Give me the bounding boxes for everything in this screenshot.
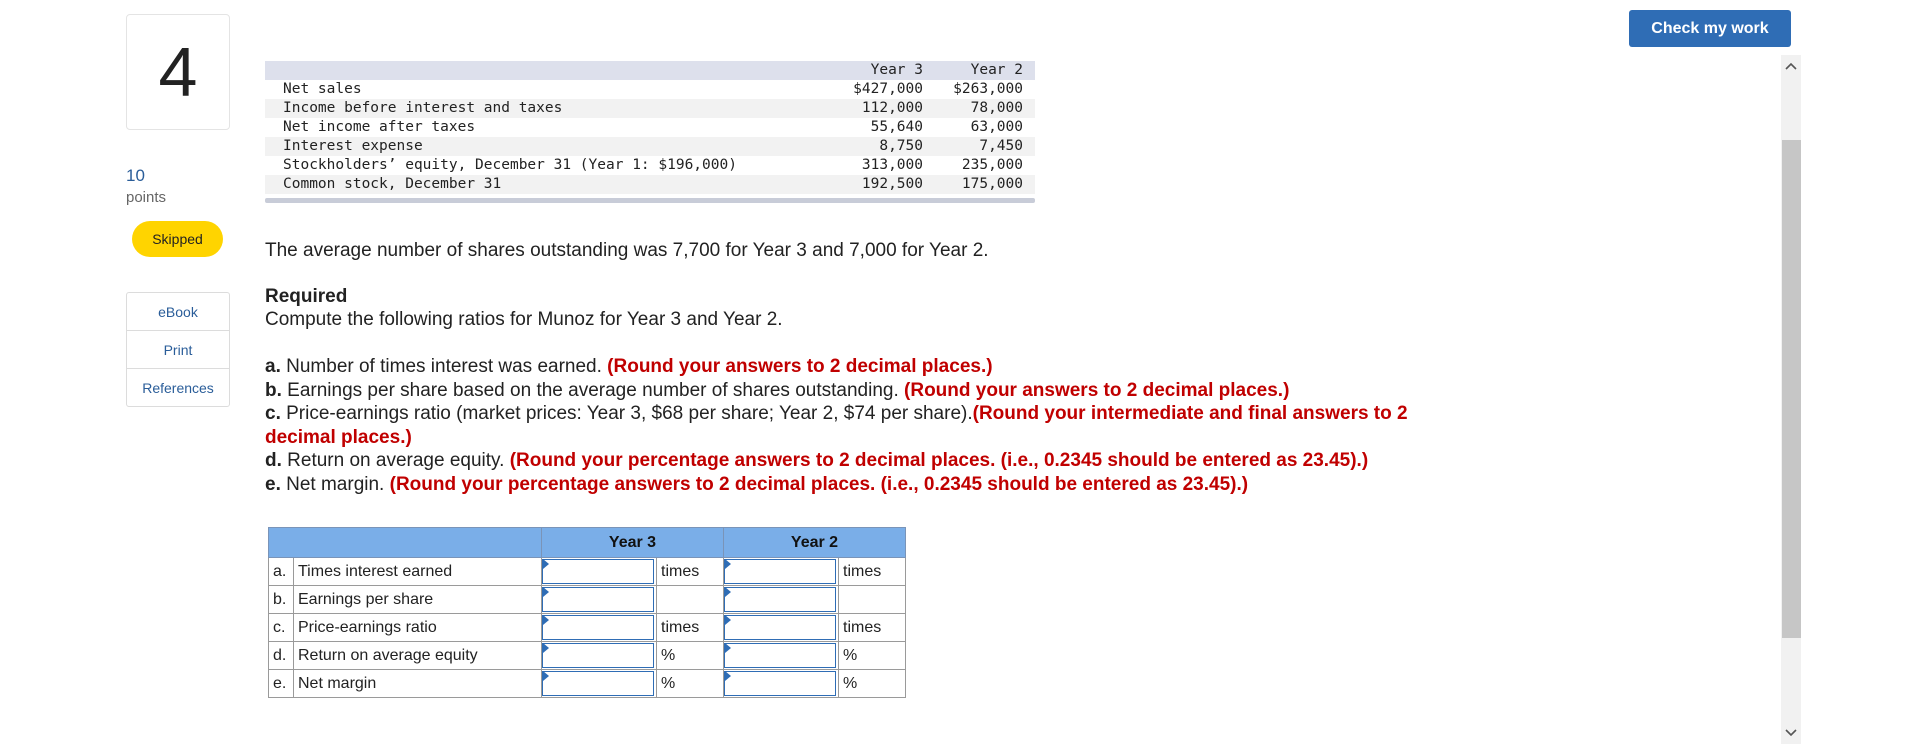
eps-year2-input[interactable] xyxy=(724,587,836,612)
check-my-work-button[interactable]: Check my work xyxy=(1629,10,1791,47)
fin-row-year2: 63,000 xyxy=(935,118,1035,137)
times-interest-year3-input[interactable] xyxy=(542,559,654,584)
fin-row-label: Stockholders’ equity, December 31 (Year 1: $196,000) xyxy=(265,156,835,175)
requirement-item-c xyxy=(265,402,1455,449)
unit-label: % xyxy=(657,642,724,670)
requirement-item-b xyxy=(265,379,1455,403)
rounding-note: (Round your answers to 2 decimal places.) xyxy=(904,379,1290,401)
table-row xyxy=(265,137,1035,156)
roe-year2-input[interactable] xyxy=(724,643,836,668)
resource-links xyxy=(126,292,230,407)
unit-label: times xyxy=(839,614,906,642)
fin-header-year3: Year 3 xyxy=(835,61,935,80)
input-flag-icon xyxy=(543,615,549,625)
unit-label xyxy=(839,586,906,614)
input-flag-icon xyxy=(725,643,731,653)
times-interest-year2-input[interactable] xyxy=(724,559,836,584)
table-row xyxy=(265,175,1035,194)
fin-row-label: Net income after taxes xyxy=(265,118,835,137)
requirement-item-a xyxy=(265,355,1455,379)
row-letter: e. xyxy=(269,670,294,698)
item-text: Return on average equity. xyxy=(281,450,510,471)
points-label: points xyxy=(126,189,167,206)
item-letter: c. xyxy=(265,403,281,424)
table-row xyxy=(265,118,1035,137)
required-heading: Required xyxy=(265,286,348,307)
row-letter: c. xyxy=(269,614,294,642)
ebook-link[interactable]: eBook xyxy=(127,293,229,331)
pe-ratio-year2-input[interactable] xyxy=(724,615,836,640)
shares-outstanding-text: The average number of shares outstanding was 7,700 for Year 3 and 7,000 for Year 2. xyxy=(265,240,989,261)
fin-row-year2: 7,450 xyxy=(935,137,1035,156)
input-flag-icon xyxy=(725,587,731,597)
fin-row-year2: $263,000 xyxy=(935,80,1035,99)
fin-row-label: Income before interest and taxes xyxy=(265,99,835,118)
unit-label: % xyxy=(657,670,724,698)
table-divider xyxy=(265,198,1035,203)
required-instructions: Compute the following ratios for Munoz for Year 3 and Year 2. xyxy=(265,309,783,330)
unit-label: % xyxy=(839,670,906,698)
table-row xyxy=(265,156,1035,175)
answer-table xyxy=(268,527,906,698)
item-text: Price-earnings ratio (market prices: Year 3, $68 per share; Year 2, $74 per share). xyxy=(280,403,973,424)
table-row xyxy=(269,586,906,614)
pe-ratio-year3-input[interactable] xyxy=(542,615,654,640)
row-label: Times interest earned xyxy=(294,558,542,586)
eps-year3-input[interactable] xyxy=(542,587,654,612)
fin-row-label: Interest expense xyxy=(265,137,835,156)
fin-row-year2: 235,000 xyxy=(935,156,1035,175)
item-text: Number of times interest was earned. xyxy=(280,356,608,377)
financial-data xyxy=(265,61,1035,203)
table-row xyxy=(269,670,906,698)
item-letter: d. xyxy=(265,450,282,471)
answer-header-year2: Year 2 xyxy=(724,528,906,558)
fin-row-label: Common stock, December 31 xyxy=(265,175,835,194)
unit-label xyxy=(657,586,724,614)
item-text: Net margin. xyxy=(280,473,390,495)
item-letter: e. xyxy=(265,473,281,495)
fin-header-year2: Year 2 xyxy=(935,61,1035,80)
scroll-up-icon[interactable] xyxy=(1781,57,1801,75)
rounding-note: (Round your percentage answers to 2 decimal places. (i.e., 0.2345 should be entered as 23.45).) xyxy=(389,473,1249,495)
row-label: Net margin xyxy=(294,670,542,698)
references-link[interactable]: References xyxy=(142,379,214,396)
unit-label: times xyxy=(657,614,724,642)
fin-row-year3: 192,500 xyxy=(835,175,935,194)
requirement-item-d xyxy=(265,449,1455,473)
row-letter: d. xyxy=(269,642,294,670)
fin-row-year2: 175,000 xyxy=(935,175,1035,194)
table-row xyxy=(269,558,906,586)
table-row xyxy=(265,80,1035,99)
row-label: Earnings per share xyxy=(294,586,542,614)
answer-header-year3: Year 3 xyxy=(542,528,724,558)
input-flag-icon xyxy=(543,643,549,653)
net-margin-year2-input[interactable] xyxy=(724,671,836,696)
table-row xyxy=(269,642,906,670)
question-number: 4 xyxy=(126,14,230,130)
item-text: Earnings per share based on the average number of shares outstanding. xyxy=(281,379,905,401)
input-flag-icon xyxy=(725,559,731,569)
table-row xyxy=(265,99,1035,118)
input-flag-icon xyxy=(725,671,731,681)
answer-grid xyxy=(268,527,906,698)
points-value: 10 xyxy=(126,166,145,185)
input-flag-icon xyxy=(543,587,549,597)
unit-label: times xyxy=(657,558,724,586)
rounding-note: (Round your answers to 2 decimal places.) xyxy=(607,356,993,377)
item-letter: a. xyxy=(265,356,281,377)
net-margin-year3-input[interactable] xyxy=(542,671,654,696)
input-flag-icon xyxy=(543,559,549,569)
unit-label: % xyxy=(839,642,906,670)
item-letter: b. xyxy=(265,379,282,401)
financial-table xyxy=(265,61,1035,194)
row-letter: b. xyxy=(269,586,294,614)
fin-row-label: Net sales xyxy=(265,80,835,99)
fin-row-year3: 112,000 xyxy=(835,99,935,118)
fin-row-year2: 78,000 xyxy=(935,99,1035,118)
fin-row-year3: 55,640 xyxy=(835,118,935,137)
row-label: Price-earnings ratio xyxy=(294,614,542,642)
fin-row-year3: 8,750 xyxy=(835,137,935,156)
row-label: Return on average equity xyxy=(294,642,542,670)
scrollbar-thumb[interactable] xyxy=(1782,140,1801,638)
scroll-down-icon[interactable] xyxy=(1781,724,1801,742)
requirement-list xyxy=(265,355,1455,496)
print-link[interactable]: Print xyxy=(127,331,229,369)
status-badge: Skipped xyxy=(132,221,223,257)
rounding-note: (Round your intermediate and final answers to 2 decimal places.) xyxy=(265,403,1408,448)
fin-row-year3: 313,000 xyxy=(835,156,935,175)
unit-label: times xyxy=(839,558,906,586)
table-row xyxy=(269,614,906,642)
input-flag-icon xyxy=(725,615,731,625)
requirement-item-e xyxy=(265,473,1455,497)
rounding-note: (Round your percentage answers to 2 decimal places. (i.e., 0.2345 should be entered as 23.45).) xyxy=(509,450,1369,471)
roe-year3-input[interactable] xyxy=(542,643,654,668)
row-letter: a. xyxy=(269,558,294,586)
fin-row-year3: $427,000 xyxy=(835,80,935,99)
input-flag-icon xyxy=(543,671,549,681)
